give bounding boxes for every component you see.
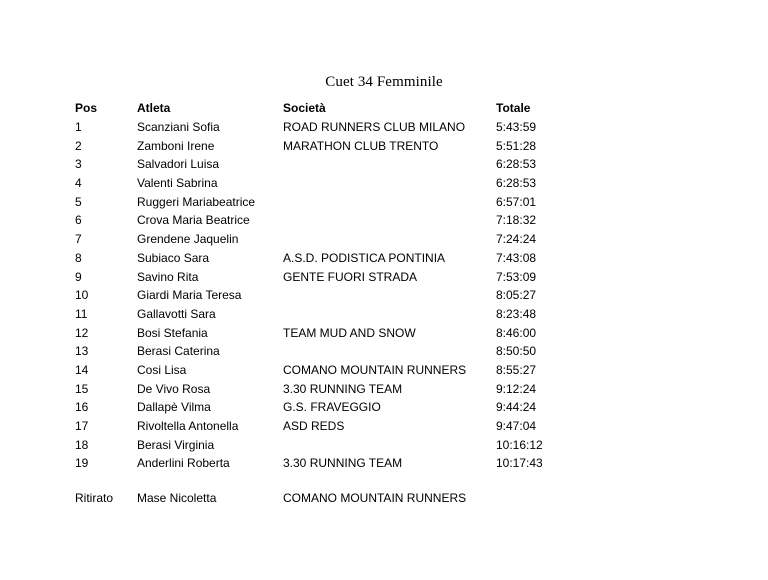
- cell-societa: [283, 230, 496, 249]
- cell-totale: 8:23:48: [496, 306, 537, 321]
- cell-pos: 13: [75, 344, 89, 359]
- cell-societa: [283, 211, 496, 230]
- cell-totale: 6:57:01: [496, 194, 537, 209]
- cell-atleta: Crova Maria Beatrice: [137, 213, 250, 228]
- cell-atleta: De Vivo Rosa: [137, 381, 211, 396]
- cell-pos: 14: [75, 362, 89, 377]
- cell-pos: 2: [75, 138, 82, 153]
- header-pos: Pos: [75, 101, 98, 116]
- cell-atleta: Scanziani Sofia: [137, 120, 220, 135]
- table-row: [75, 323, 576, 342]
- cell-societa: 3.30 RUNNING TEAM: [283, 456, 403, 471]
- cell-totale: 6:28:53: [496, 157, 537, 172]
- header-societa: Società: [283, 101, 326, 116]
- cell-pos: Ritirato: [75, 491, 114, 506]
- cell-atleta: Zamboni Irene: [137, 138, 215, 153]
- cell-pos: 1: [75, 120, 82, 135]
- cell-atleta: Berasi Caterina: [137, 344, 220, 359]
- cell-societa: 3.30 RUNNING TEAM: [283, 381, 403, 396]
- cell-totale: 6:28:53: [496, 176, 537, 191]
- cell-totale: 10:16:12: [496, 437, 543, 452]
- table-row: [75, 136, 576, 155]
- cell-pos: 18: [75, 437, 89, 452]
- results-table: [75, 99, 576, 507]
- table-row: [75, 155, 576, 174]
- cell-pos: 16: [75, 400, 89, 415]
- cell-atleta: Cosi Lisa: [137, 362, 187, 377]
- table-row: [75, 174, 576, 193]
- cell-pos: 10: [75, 288, 89, 303]
- cell-totale: [496, 489, 576, 508]
- cell-pos: 12: [75, 325, 89, 340]
- table-row: [75, 211, 576, 230]
- table-row: [75, 305, 576, 324]
- cell-societa: [283, 435, 496, 454]
- cell-societa: [283, 305, 496, 324]
- table-row: [75, 118, 576, 137]
- cell-pos: 6: [75, 213, 82, 228]
- cell-totale: 9:44:24: [496, 400, 537, 415]
- cell-pos: 17: [75, 419, 89, 434]
- table-row: [75, 192, 576, 211]
- cell-atleta: Berasi Virginia: [137, 437, 215, 452]
- cell-pos: 3: [75, 157, 82, 172]
- cell-totale: 7:43:08: [496, 250, 537, 265]
- cell-pos: 9: [75, 269, 82, 284]
- cell-totale: 5:51:28: [496, 138, 537, 153]
- cell-totale: 7:53:09: [496, 269, 537, 284]
- cell-totale: 10:17:43: [496, 456, 543, 471]
- header-atleta: Atleta: [137, 101, 171, 116]
- table-row: [75, 267, 576, 286]
- spacer-cell: [75, 473, 576, 489]
- cell-societa: ASD REDS: [283, 419, 345, 434]
- cell-totale: 5:43:59: [496, 120, 537, 135]
- table-row: [75, 249, 576, 268]
- table-row: [75, 398, 576, 417]
- cell-pos: 19: [75, 456, 89, 471]
- cell-societa: A.S.D. PODISTICA PONTINIA: [283, 250, 446, 265]
- cell-totale: 7:18:32: [496, 213, 537, 228]
- cell-pos: 15: [75, 381, 89, 396]
- cell-atleta: Mase Nicoletta: [137, 491, 217, 506]
- cell-totale: 9:12:24: [496, 381, 537, 396]
- cell-pos: 7: [75, 232, 82, 247]
- row-spacer: [75, 473, 576, 489]
- table-row: [75, 417, 576, 436]
- cell-atleta: Anderlini Roberta: [137, 456, 230, 471]
- cell-atleta: Grendene Jaquelin: [137, 232, 239, 247]
- cell-atleta: Rivoltella Antonella: [137, 419, 239, 434]
- cell-atleta: Ruggeri Mariabeatrice: [137, 194, 256, 209]
- cell-societa: [283, 192, 496, 211]
- results-body: [75, 118, 576, 508]
- table-row: [75, 435, 576, 454]
- cell-atleta: Giardi Maria Teresa: [137, 288, 242, 303]
- table-row: [75, 230, 576, 249]
- table-row: [75, 342, 576, 361]
- cell-societa: [283, 174, 496, 193]
- cell-pos: 4: [75, 176, 82, 191]
- cell-pos: 5: [75, 194, 82, 209]
- cell-atleta: Bosi Stefania: [137, 325, 208, 340]
- table-row: [75, 489, 576, 508]
- cell-pos: 11: [75, 306, 88, 321]
- cell-atleta: Valenti Sabrina: [137, 176, 218, 191]
- header-totale: Totale: [496, 101, 531, 116]
- cell-totale: 9:47:04: [496, 419, 537, 434]
- cell-totale: 7:24:24: [496, 232, 537, 247]
- header-row: [75, 99, 576, 118]
- page-title: Cuet 34 Femminile: [325, 74, 443, 90]
- cell-societa: ROAD RUNNERS CLUB MILANO: [283, 120, 466, 135]
- table-row: [75, 286, 576, 305]
- table-row: [75, 454, 576, 473]
- cell-totale: 8:46:00: [496, 325, 537, 340]
- cell-societa: [283, 155, 496, 174]
- cell-societa: MARATHON CLUB TRENTO: [283, 138, 439, 153]
- cell-societa: [283, 342, 496, 361]
- cell-pos: 8: [75, 250, 82, 265]
- cell-societa: G.S. FRAVEGGIO: [283, 400, 381, 415]
- cell-societa: TEAM MUD AND SNOW: [283, 325, 416, 340]
- cell-atleta: Dallapè Vilma: [137, 400, 211, 415]
- table-row: [75, 361, 576, 380]
- cell-totale: 8:50:50: [496, 344, 537, 359]
- cell-totale: 8:55:27: [496, 362, 537, 377]
- cell-atleta: Savino Rita: [137, 269, 199, 284]
- cell-totale: 8:05:27: [496, 288, 537, 303]
- cell-societa: COMANO MOUNTAIN RUNNERS: [283, 362, 467, 377]
- cell-societa: COMANO MOUNTAIN RUNNERS: [283, 491, 467, 506]
- cell-atleta: Salvadori Luisa: [137, 157, 220, 172]
- table-row: [75, 379, 576, 398]
- cell-societa: [283, 286, 496, 305]
- cell-atleta: Subiaco Sara: [137, 250, 210, 265]
- cell-atleta: Gallavotti Sara: [137, 306, 216, 321]
- cell-societa: GENTE FUORI STRADA: [283, 269, 418, 284]
